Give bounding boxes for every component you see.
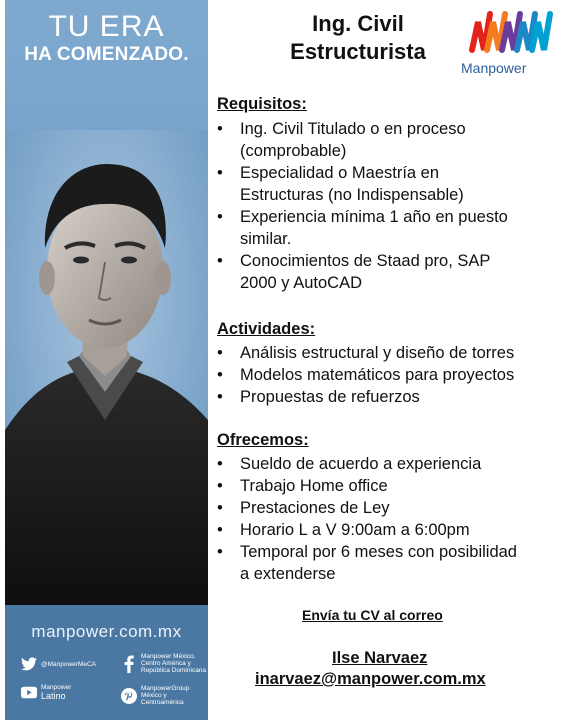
bullet: • — [217, 388, 223, 406]
banner-headline-line2: HA COMENZADO. — [24, 44, 189, 65]
list-item: • Ing. Civil Titulado o en proceso (comprobable) — [217, 120, 466, 160]
job-title — [268, 10, 448, 66]
list-item: • Trabajo Home office — [217, 477, 388, 495]
offer-list — [217, 453, 557, 585]
bullet: • — [217, 344, 223, 362]
list-item: • Horario L a V 9:00am a 6:00pm — [217, 521, 470, 539]
pinterest-board-line2: México y Centroamérica — [141, 692, 184, 706]
list-item: • Sueldo de acuerdo a experiencia — [217, 455, 482, 473]
bullet: • — [217, 120, 223, 138]
banner-headline-line1: TU ERA — [48, 10, 165, 43]
website-link[interactable]: manpower.com.mx — [31, 622, 182, 641]
list-item: • Experiencia mínima 1 año en puesto similar. — [217, 208, 508, 248]
youtube-channel[interactable] — [21, 684, 71, 701]
activities-heading: Actividades: — [217, 320, 316, 338]
bullet: • — [217, 208, 223, 226]
list-item: • Temporal por 6 meses con posibilidad a extenderse — [217, 543, 517, 583]
requirements-heading: Requisitos: — [217, 95, 307, 113]
facebook-page-line1: Manpower México, — [141, 653, 196, 660]
bullet: • — [217, 499, 223, 517]
list-item: • Propuestas de refuerzos — [217, 388, 420, 406]
bullet: • — [217, 366, 223, 384]
pinterest-board[interactable] — [121, 685, 208, 706]
facebook-page-line3: República Dominicana — [141, 667, 207, 674]
bullet: • — [217, 252, 223, 270]
facebook-page-line2: Centro América y — [141, 660, 191, 667]
contact-email-link[interactable]: inarvaez@manpower.com.mx — [255, 670, 486, 688]
youtube-channel-line1: Manpower — [41, 684, 72, 691]
youtube-icon — [21, 685, 37, 701]
list-item: • Modelos matemáticos para proyectos — [217, 366, 515, 384]
offer-heading: Ofrecemos: — [217, 431, 309, 449]
bullet: • — [217, 521, 223, 539]
job-title-line2: Estructurista — [290, 39, 426, 64]
twitter-icon — [21, 656, 37, 672]
manpower-logo-text: Manpower — [461, 60, 527, 76]
bullet: • — [217, 455, 223, 473]
list-item: • Análisis estructural y diseño de torres — [217, 344, 515, 362]
youtube-channel-line2: Latino — [41, 691, 66, 701]
bullet: • — [217, 477, 223, 495]
pinterest-icon — [121, 688, 137, 704]
job-title-line1: Ing. Civil — [312, 11, 404, 36]
requirements-list — [217, 118, 557, 294]
contact-name: Ilse Narvaez — [332, 649, 428, 667]
bullet: • — [217, 543, 223, 561]
facebook-icon — [121, 656, 137, 672]
twitter-handle[interactable] — [21, 656, 96, 672]
candidate-portrait-image — [5, 130, 208, 608]
promo-banner — [5, 0, 208, 720]
list-item: • Especialidad o Maestría en Estructuras (no Indispensable) — [217, 164, 464, 204]
list-item: • Conocimientos de Staad pro, SAP 2000 y AutoCAD — [217, 252, 491, 292]
pinterest-board-line1: ManpowerGroup — [141, 685, 190, 692]
send-cv-label: Envía tu CV al correo — [302, 607, 443, 623]
activities-list — [217, 342, 557, 408]
twitter-handle-text: @ManpowerMeCA — [41, 660, 97, 668]
list-item: • Prestaciones de Ley — [217, 499, 390, 517]
bullet: • — [217, 164, 223, 182]
facebook-page[interactable] — [121, 653, 206, 674]
